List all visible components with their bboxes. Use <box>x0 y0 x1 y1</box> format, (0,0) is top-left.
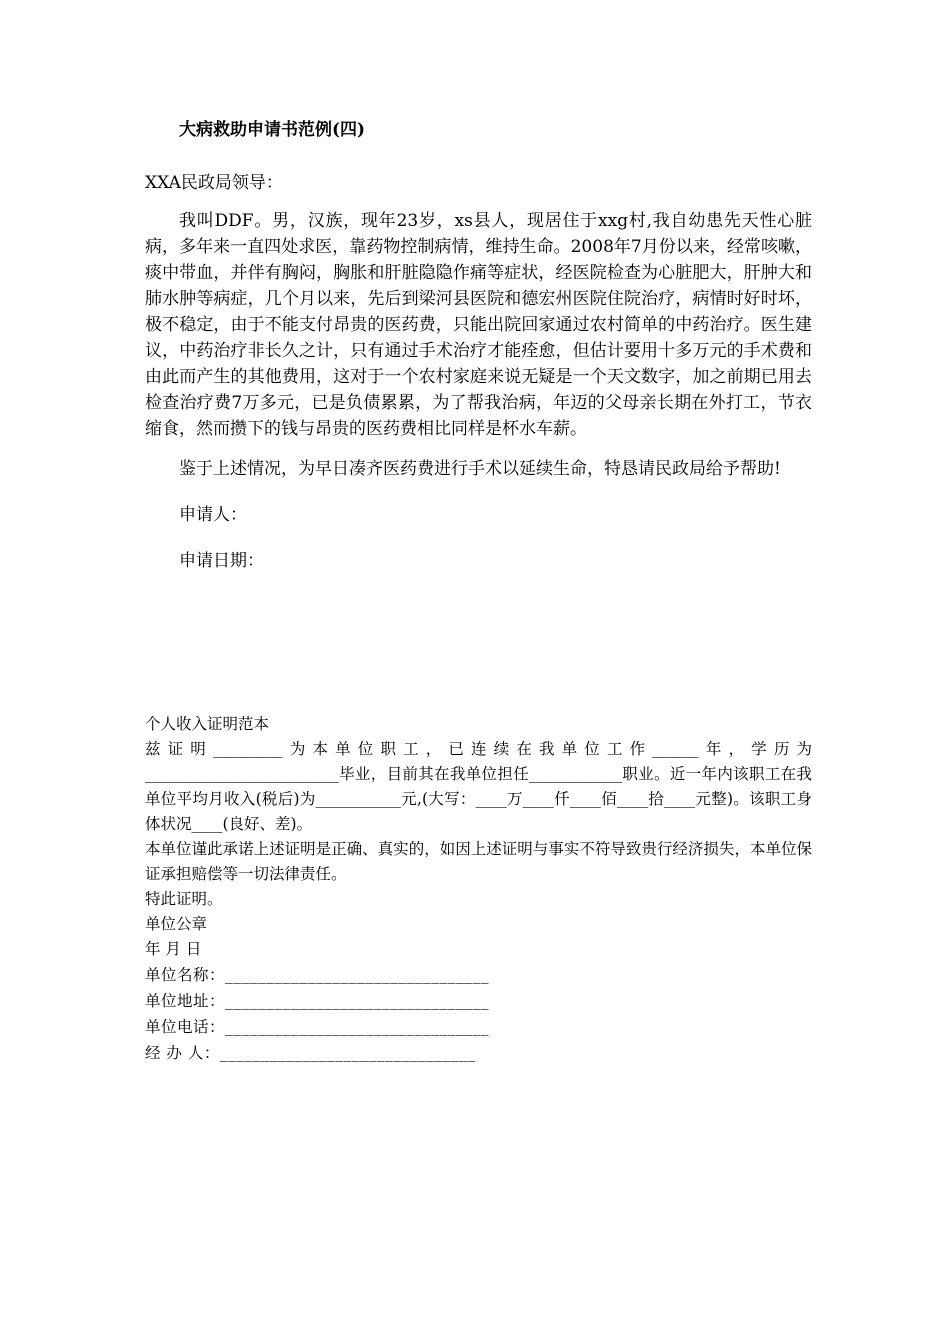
handler-name-field: 经 办 人：_______________________________ <box>145 1044 476 1062</box>
letter-title: 大病救助申请书范例(四) <box>179 120 366 140</box>
company-address-field: 单位地址：________________________________ <box>145 992 490 1010</box>
application-letter <box>145 118 812 574</box>
income-certificate-template <box>145 712 812 1066</box>
company-name-field: 单位名称：________________________________ <box>145 966 490 984</box>
certificate-promise-text: 本单位谨此承诺上述证明是正确、真实的，如因上述证明与事实不符导致贵行经济损失，本单位保证承担赔偿等一切法律责任。 <box>145 840 812 883</box>
certificate-closing: 特此证明。 <box>145 890 223 908</box>
letter-salutation: XXA民政局领导： <box>145 173 283 193</box>
certificate-body-text: 兹证明_________为本单位职工，已连续在我单位工作______年，学历为_________________________毕业，目前其在我单位担任____________职业。近一年内该职工在我单位平均月收入(税后)为___________元,(大写：____万____仟____佰____拾____元整)。该职工身体状况____(良好、差)。 <box>145 740 812 833</box>
certificate-title: 个人收入证明范本 <box>145 715 270 733</box>
letter-paragraph-body: 我叫DDF。男，汉族，现年23岁，xs县人，现居住于xxg村,我自幼患先天性心脏病，多年来一直四处求医，靠药物控制病情，维持生命。2008年7月份以来，经常咳嗽，痰中带血，并伴有胸闷，胸胀和肝脏隐隐作痛等症状，经医院检查为心脏肥大，肝肿大和肺水肿等病症，几个月以来，先后到梁河县医院和德宏州医院住院治疗，病情时好时坏，极不稳定，由于不能支付昂贵的医药费，只能出院回家通过农村简单的中药治疗。医生建议，中药治疗非长久之计，只有通过手术治疗才能痊愈，但估计要用十多万元的手术费和由此而产生的其他费用，这对于一个农村家庭来说无疑是一个天文数字，加之前期已用去检查治疗费7万多元，已是负债累累，为了帮我治病，年迈的父母亲长期在外打工，节衣缩食，然而攒下的钱与昂贵的医药费相比同样是杯水车薪。 <box>145 211 812 439</box>
company-seal-label: 单位公章 <box>145 915 208 933</box>
applicant-label: 申请人： <box>179 505 247 525</box>
company-phone-field: 单位电话：________________________________ <box>145 1018 490 1036</box>
certificate-date-line: 年 月 日 <box>145 940 202 958</box>
application-date-label: 申请日期： <box>179 551 264 571</box>
letter-paragraph-request: 鉴于上述情况，为早日凑齐医药费进行手术以延续生命，特恳请民政局给予帮助! <box>179 459 781 479</box>
